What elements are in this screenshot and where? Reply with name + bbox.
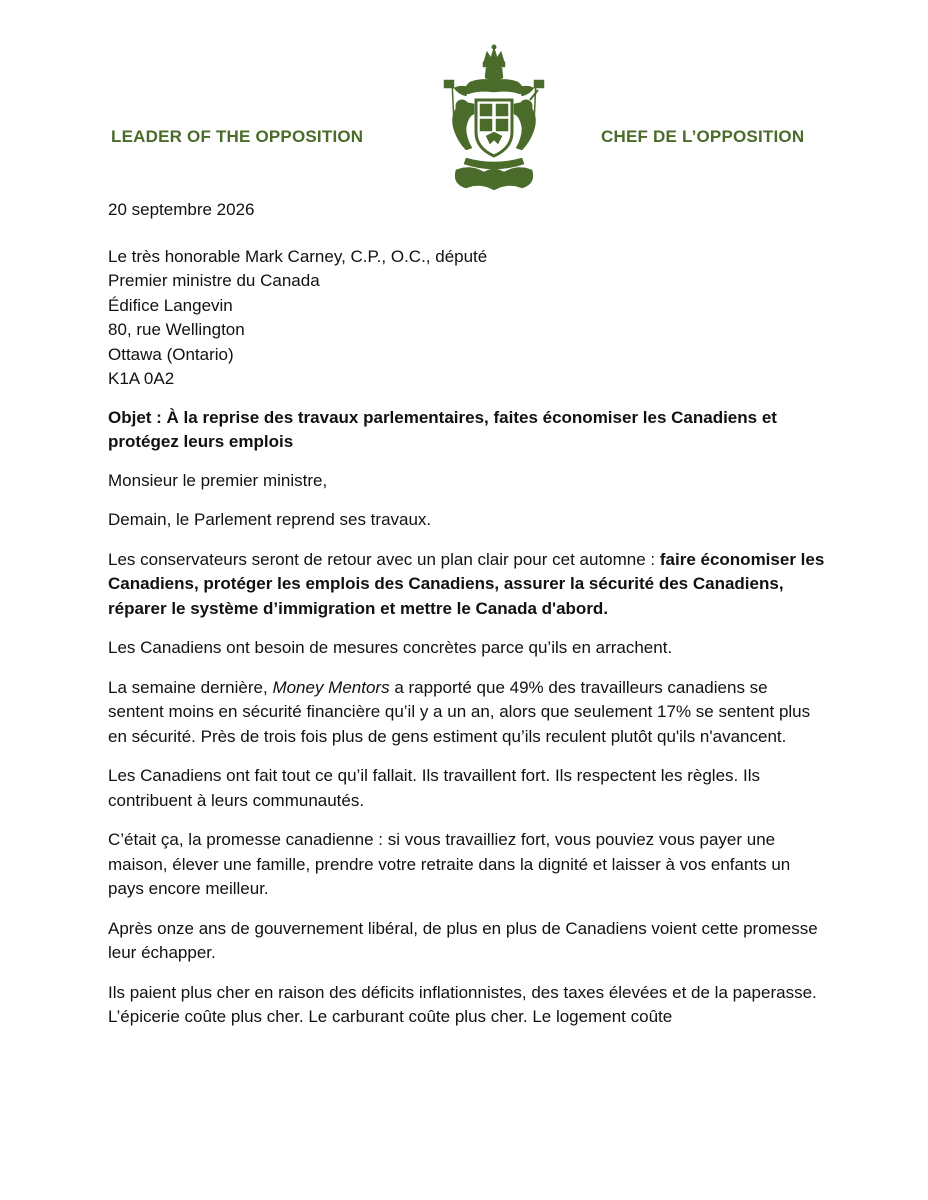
paragraph-bold-text: faire économiser les Canadiens, protéger les emplois des Canadiens, assurer la sécurité des Canadiens, réparer le système d’immigration et mettre le Canada d'abord.	[108, 549, 825, 618]
paragraph-italic-text: Money Mentors	[272, 677, 390, 697]
paragraph: Ils paient plus cher en raison des déficits inflationnistes, des taxes élevées et de la paperasse. L’épicerie coûte plus cher. Le carburant coûte plus cher. Le logement coûte	[108, 982, 817, 1026]
letter-subject: Objet : À la reprise des travaux parlementaires, faites économiser les Canadiens et protégez leurs emplois	[108, 407, 777, 451]
paragraph: C’était ça, la promesse canadienne : si vous travailliez fort, vous pouviez vous payer une maison, élever une famille, prendre votre retraite dans la dignité et laisser à vos enfants un pays encore meilleur.	[108, 830, 791, 898]
address-line: Le très honorable Mark Carney, C.P., O.C., député	[108, 246, 488, 266]
paragraph	[108, 548, 828, 622]
paragraph: Après onze ans de gouvernement libéral, de plus en plus de Canadiens voient cette promesse leur échapper.	[108, 918, 818, 962]
recipient-address	[108, 245, 828, 392]
address-line: Ottawa (Ontario)	[108, 344, 234, 364]
paragraph-text: a rapporté que 49% des travailleurs canadiens se sentent moins en sécurité financière qu’il y a un an, alors que seulement 17% se sentent plus en sécurité. Près de trois fois plus de gens estiment qu’ils reculent plutôt qu'ils n'avancent.	[108, 677, 811, 746]
paragraph-text: La semaine dernière,	[108, 677, 273, 697]
letterhead	[0, 0, 928, 200]
address-line: K1A 0A2	[108, 369, 175, 388]
letter-date: 20 septembre 2026	[108, 200, 255, 219]
paragraph: Demain, le Parlement reprend ses travaux.	[108, 510, 432, 529]
address-line: 80, rue Wellington	[108, 320, 245, 339]
letter-body	[108, 198, 828, 1045]
paragraph-text: Les conservateurs seront de retour avec un plan clair pour cet automne :	[108, 549, 660, 569]
salutation: Monsieur le premier ministre,	[108, 470, 328, 490]
chef-de-opposition-title: CHEF DE L’OPPOSITION	[601, 127, 805, 146]
address-line: Premier ministre du Canada	[108, 271, 320, 290]
coat-of-arms-icon	[440, 44, 548, 194]
paragraph: Les Canadiens ont besoin de mesures concrètes parce qu’ils en arrachent.	[108, 638, 673, 657]
address-line: Édifice Langevin	[108, 295, 233, 315]
paragraph: Les Canadiens ont fait tout ce qu’il fallait. Ils travaillent fort. Ils respectent les règles. Ils contribuent à leurs communautés.	[108, 766, 760, 810]
paragraph	[108, 676, 828, 750]
leader-of-opposition-title: LEADER OF THE OPPOSITION	[111, 127, 364, 146]
